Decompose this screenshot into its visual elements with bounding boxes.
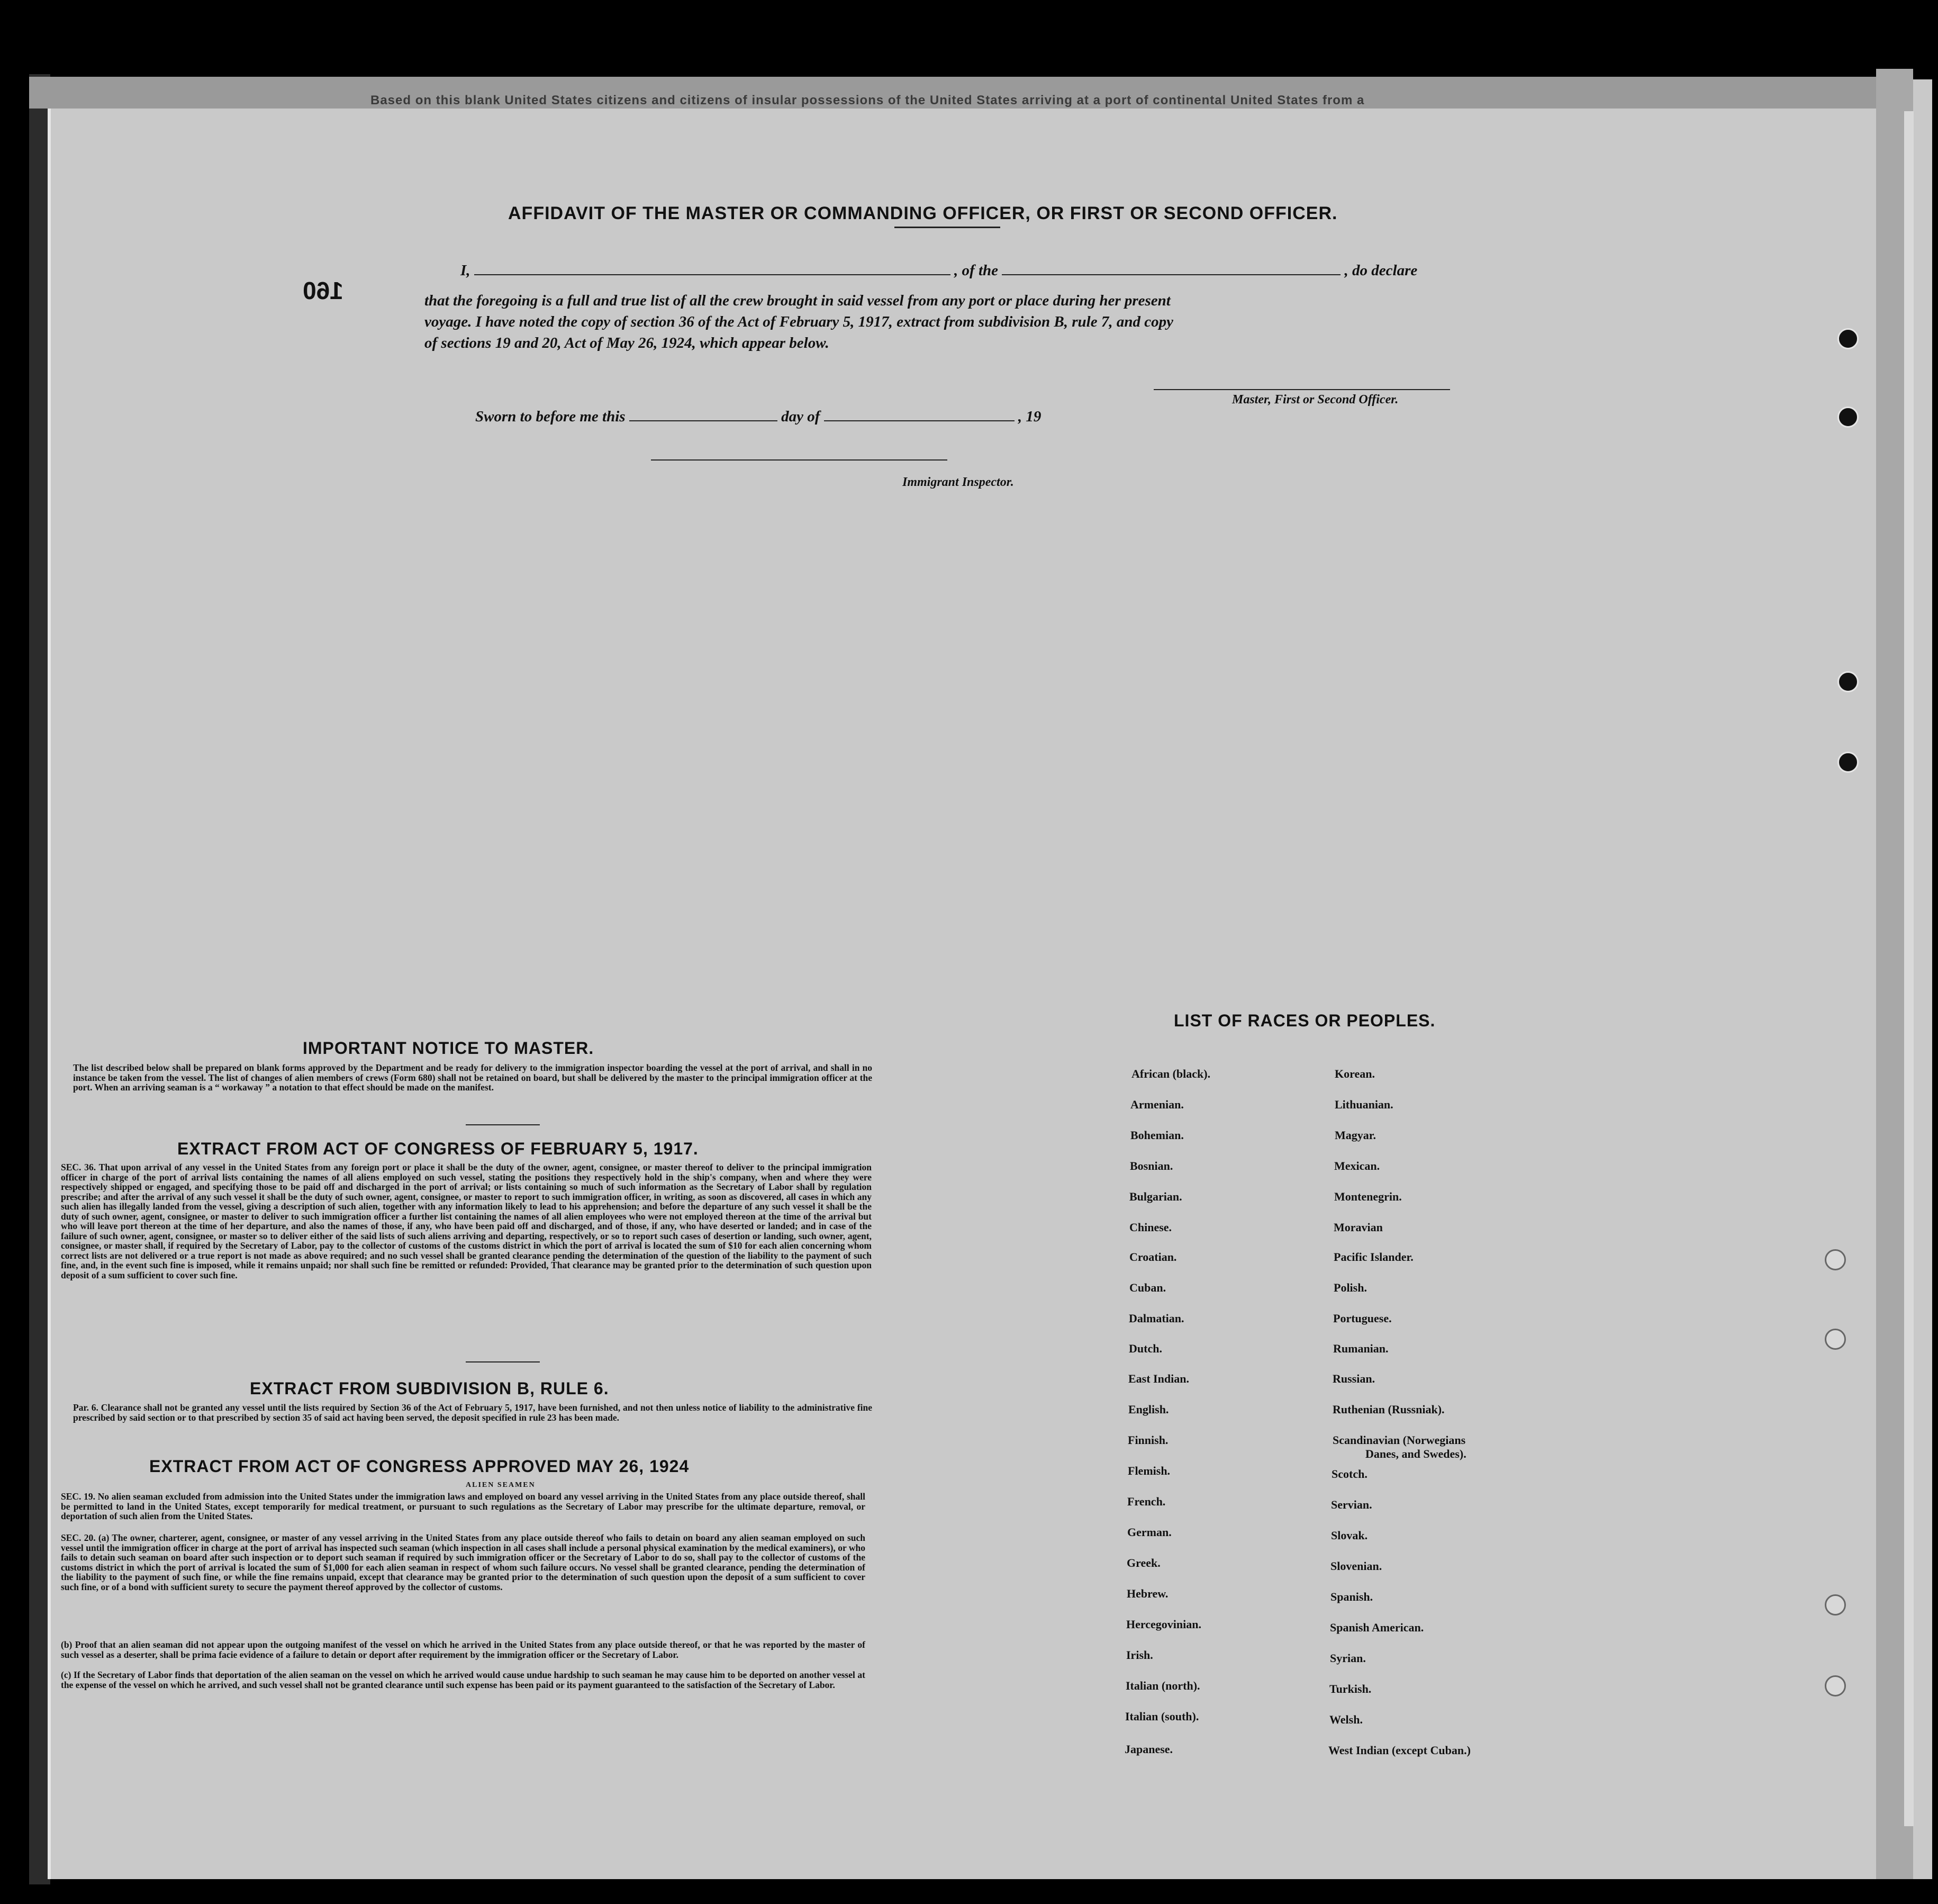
race-left: Dutch. <box>1129 1342 1162 1355</box>
label-of-the: , of the <box>954 262 999 279</box>
extract-rule6-title: EXTRACT FROM SUBDIVISION B, RULE 6. <box>250 1379 609 1398</box>
race-right: Welsh. <box>1329 1713 1363 1726</box>
punch-hole-icon <box>1825 1594 1846 1616</box>
notice-text: The list described below shall be prepared on blank forms approved by the Department and be ready for delivery to the immigration inspector boarding the vessel at the port of arrival, and shall in no instance be taken from the vessel. The list of changes of alien members of crews (Form 680) shall not be retained on board, but shall be delivered by the master to the principal immigration officer at the port. When an arriving seaman is a “ workaway ” a notation to that effect should be made on the manifest. <box>73 1062 872 1093</box>
punch-hole-icon <box>1825 1249 1846 1270</box>
label-day-of: day of <box>781 408 820 425</box>
race-left: Croatian. <box>1129 1250 1177 1264</box>
race-left: Japanese. <box>1125 1743 1173 1756</box>
race-right: Rumanian. <box>1333 1342 1389 1355</box>
punch-hole-icon <box>1837 407 1859 428</box>
punch-hole-icon <box>1825 1675 1846 1697</box>
extract-1917-text: SEC. 36. That upon arrival of any vessel in the United States from any foreign port or place it shall be the duty of the owner, agent, consignee, or master thereof to deliver to the principal immigration officer in charge of the port of arrival lists containing the names of all aliens employed on such vessel, stating the positions they respectively hold in the ship's company, when and where they were respectively shipped or engaged, and specifying those to be paid off and discharged in the port of arrival; or lists containing so much of such information as the Secretary of Labor shall by regulation prescribe; and after the arrival of any such vessel it shall be the duty of such owner, agent, consignee, or master to report to such immigration officer, in writing, as soon as discovered, all cases in which any such alien has illegally landed from the vessel, giving a description of such alien, together with any information likely to lead to his apprehension; and before the departure of any such vessel it shall be the duty of such owner, agent, consignee, or master to deliver to such immigration officer a further list containing the names of all alien employees who were not employed thereon at the time of the arrival but who will leave port thereon at the time of her departure, and also the names of those, if any, who have been paid off and discharged, and of those, if any, who have deserted or landed; and in case of the failure of such owner, agent, consignee, or master so to deliver either of the said lists of such aliens arriving and departing, respectively, or so to report such cases of desertion or landing, such owner, agent, consignee, or master shall, if required by the Secretary of Labor, pay to the collector of customs of the customs district in which the port of arrival is located the sum of $10 for each alien concerning whom correct lists are not delivered or a true report is not made as above required; and no such vessel shall be granted clearance pending the determination of the question of the liability to the payment of such fine, and, in the event such fine is imposed, while it remains unpaid; nor shall such fine be remitted or refunded: Provided, That clearance may be granted prior to the determination of such question upon deposit of a sum sufficient to cover such fine. <box>61 1162 872 1280</box>
extract-1924-subtitle: ALIEN SEAMEN <box>466 1481 536 1489</box>
affidavit-text-line-2: that the foregoing is a full and true list of all the crew brought in said vessel from any port or place during her present <box>424 292 1171 309</box>
race-right: Pacific Islander. <box>1334 1250 1414 1264</box>
race-right: Montenegrin. <box>1334 1190 1402 1203</box>
inspector-signature-label: Immigrant Inspector. <box>902 475 1014 489</box>
name-blank <box>474 261 950 275</box>
extract-1924-sec20a: SEC. 20. (a) The owner, charterer, agent, consignee, or master of any vessel arriving in the United States from any place outside thereof who fails to detain on board any alien seaman employed on such vessel until the immigration officer in charge at the port of arrival has inspected such seaman (which inspection in all cases shall include a personal physical examination by the medical examiners), or who fails to detain such seaman on board after such inspection or to deport such seaman if required by such immigration officer or the Secretary of Labor to do so, shall pay to the collector of customs of the customs district in which the port of arrival is located the sum of $1,000 for each alien seaman in respect of whom such failure occurs. No vessel shall be granted clearance, pending the determination of the liability to the payment of such fine, or while the fine remains unpaid, except that clearance may be granted prior to the determination of such question upon the deposit of a sum sufficient to cover such fine, or of a bond with sufficient surety to secure the payment thereof approved by the collector of customs. <box>61 1532 865 1592</box>
extract-1924-sec20b: (b) Proof that an alien seaman did not appear upon the outgoing manifest of the vessel on which he arrived in the United States from any place outside thereof, or that he was reported by the master of such vessel as a deserter, shall be prima facie evidence of a failure to detain or deport after requirement by the immigration officer or the Secretary of Labor. <box>61 1639 865 1660</box>
race-left: Bosnian. <box>1130 1159 1173 1172</box>
punch-hole-icon <box>1825 1329 1846 1350</box>
race-left: Greek. <box>1127 1556 1161 1569</box>
race-left: Italian (north). <box>1126 1679 1200 1692</box>
race-right: Spanish American. <box>1330 1621 1424 1634</box>
race-left: Finnish. <box>1128 1433 1169 1447</box>
race-left: Italian (south). <box>1125 1710 1199 1723</box>
extract-1924-title: EXTRACT FROM ACT OF CONGRESS APPROVED MAY 26, 1924 <box>149 1457 690 1476</box>
race-right: Syrian. <box>1330 1652 1366 1665</box>
race-right: Turkish. <box>1329 1682 1372 1695</box>
race-left: Dalmatian. <box>1129 1312 1184 1325</box>
extract-1917-divider <box>466 1361 540 1362</box>
race-left: Flemish. <box>1128 1464 1171 1477</box>
race-right: Russian. <box>1333 1372 1375 1385</box>
races-title: LIST OF RACES OR PEOPLES. <box>1174 1011 1436 1030</box>
race-right: Lithuanian. <box>1335 1098 1393 1111</box>
race-left: Bulgarian. <box>1129 1190 1182 1203</box>
race-left: African (black). <box>1131 1067 1211 1080</box>
race-right: Portuguese. <box>1333 1312 1392 1325</box>
race-right: Mexican. <box>1334 1159 1380 1172</box>
header-strip-text: Based on this blank United States citizens and citizens of insular possessions of the United States arriving at a port of continental United States from a <box>370 93 1365 107</box>
race-right: Korean. <box>1335 1067 1375 1080</box>
race-left: Cuban. <box>1129 1281 1166 1294</box>
extract-rule6-text: Par. 6. Clearance shall not be granted any vessel until the lists required by Section 36 of the Act of February 5, 1917, have been furnished, and not then unless notice of liability to the administrative fine prescribed by said section or to that prescribed by section 35 of said act having been served, the deposit specified in rule 23 has been made. <box>73 1402 872 1423</box>
race-right: Slovak. <box>1331 1529 1368 1542</box>
race-right: Polish. <box>1334 1281 1367 1294</box>
race-left: Bohemian. <box>1130 1129 1184 1142</box>
notice-title: IMPORTANT NOTICE TO MASTER. <box>303 1039 594 1058</box>
race-right: Spanish. <box>1330 1590 1373 1603</box>
day-blank <box>629 408 777 421</box>
paper-sheet <box>48 79 1932 1879</box>
punch-hole-icon <box>1837 671 1859 692</box>
race-left: Hercegovinian. <box>1126 1618 1201 1631</box>
race-right: Scandinavian (Norwegians <box>1333 1433 1466 1447</box>
race-left: French. <box>1127 1495 1166 1508</box>
title-underline <box>894 227 1000 228</box>
affidavit-declaration-line <box>460 261 1417 279</box>
extract-1917-title: EXTRACT FROM ACT OF CONGRESS OF FEBRUARY 5, 1917. <box>177 1139 699 1158</box>
race-left: Armenian. <box>1130 1098 1184 1111</box>
race-left: Irish. <box>1126 1648 1153 1662</box>
label-i: I, <box>460 262 470 279</box>
inspector-signature-line <box>651 459 947 461</box>
page-right-edge-highlight <box>1904 111 1914 1826</box>
punch-hole-icon <box>1837 328 1859 349</box>
race-right: Scotch. <box>1332 1467 1368 1481</box>
race-right: Ruthenian (Russniak). <box>1333 1403 1445 1416</box>
affidavit-text-line-4: of sections 19 and 20, Act of May 26, 1924, which appear below. <box>424 335 829 351</box>
affidavit-title: AFFIDAVIT OF THE MASTER OR COMMANDING OFFICER, OR FIRST OR SECOND OFFICER. <box>508 203 1338 223</box>
race-right: Moravian <box>1334 1221 1383 1234</box>
label-sworn: Sworn to before me this <box>475 408 626 425</box>
month-blank <box>824 408 1015 421</box>
punch-hole-icon <box>1837 752 1859 773</box>
sheet-left-shadow <box>29 74 50 1884</box>
race-left: Chinese. <box>1129 1221 1172 1234</box>
race-left: East Indian. <box>1128 1372 1189 1385</box>
race-left: German. <box>1127 1526 1172 1539</box>
race-right: West Indian (except Cuban.) <box>1328 1744 1471 1757</box>
notice-divider <box>466 1124 540 1125</box>
affidavit-text-line-3: voyage. I have noted the copy of section 36 of the Act of February 5, 1917, extract from subdivision B, rule 7, and copy <box>424 313 1173 330</box>
label-year: , 19 <box>1018 408 1042 425</box>
extract-1924-sec19: SEC. 19. No alien seaman excluded from admission into the United States under the immigration laws and employed on board any vessel arriving in the United States from any place outside thereof, shall be permitted to land in the United States, except temporarily for medical treatment, or pursuant to such regulations as the Secretary of Labor may prescribe for the ultimate departure, removal, or deportation of such alien from the United States. <box>61 1491 865 1521</box>
vessel-blank <box>1002 261 1341 275</box>
race-right: Slovenian. <box>1330 1559 1382 1573</box>
sworn-line <box>475 408 1041 426</box>
extract-1924-sec20c: (c) If the Secretary of Labor finds that deportation of the alien seaman on the vessel on which he arrived would cause undue hardship to such seaman he may cause him to be deported on another vessel at the expense of the vessel on which he arrived, and such vessel shall not be granted clearance until such expense has been paid or its payment guaranteed to the satisfaction of the Secretary of Labor. <box>61 1670 865 1690</box>
race-right: Servian. <box>1331 1498 1372 1511</box>
master-signature-label: Master, First or Second Officer. <box>1232 393 1399 407</box>
race-right: Danes, and Swedes). <box>1365 1447 1466 1460</box>
master-signature-line <box>1154 389 1450 390</box>
race-left: English. <box>1128 1403 1169 1416</box>
page-number-stamp: 160 <box>303 277 343 304</box>
race-left: Hebrew. <box>1127 1587 1169 1600</box>
label-do-declare: , do declare <box>1344 262 1418 279</box>
race-right: Magyar. <box>1335 1129 1376 1142</box>
